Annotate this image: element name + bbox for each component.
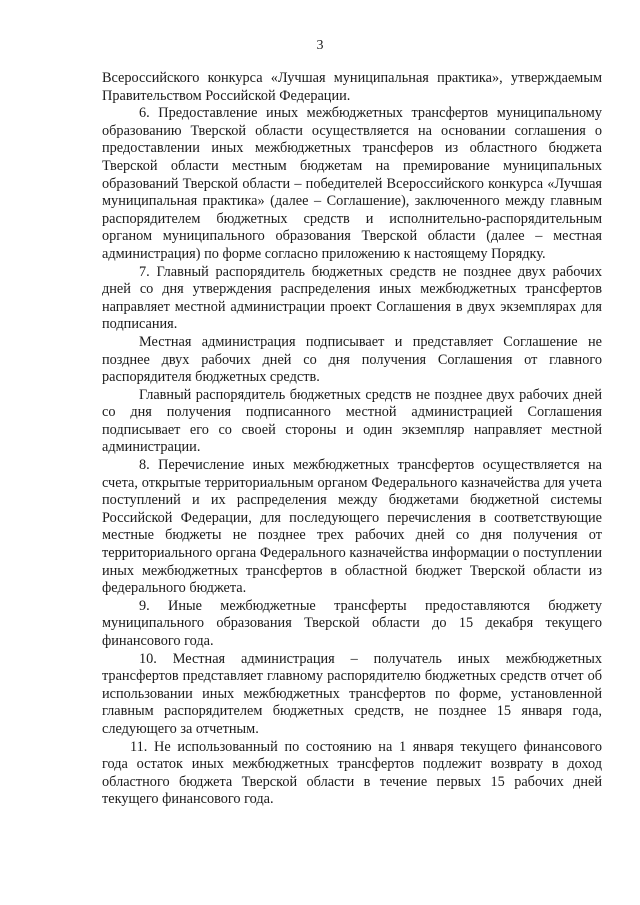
paragraph-item-8: 8. Перечисление иных межбюджетных трансфертов осуществляется на счета, открытые территориальным органом Федерального казначейства для учета поступлений и их распределения между бюджетами бюджетной системы Российской Федерации, для последующего перечисления в соответствующие местные бюджеты не позднее трех рабочих дней со дня получения от территориального органа Федерального казначейства информации о поступлении иных межбюджетных трансфертов в областной бюджет Тверской области из федерального бюджета.: [102, 457, 602, 597]
paragraph-main-manager-signing: Главный распорядитель бюджетных средств не позднее двух рабочих дней со дня получения подписанного местной администрацией Соглашения подписывает его со своей стороны и один экземпляр направляет местной администрации.: [102, 386, 602, 456]
paragraph-continuation: Всероссийского конкурса «Лучшая муниципальная практика», утверждаемым Правительством Российской Федерации.: [102, 70, 602, 104]
page-number: 3: [316, 38, 324, 53]
paragraph-local-admin-signing: Местная администрация подписывает и представляет Соглашение не позднее двух рабочих дней со дня получения Соглашения от главного распорядителя бюджетных средств.: [102, 333, 602, 386]
paragraph-item-10: 10. Местная администрация – получатель иных межбюджетных трансфертов представляет главному распорядителю бюджетных средств отчет об использовании иных межбюджетных трансфертов по форме, установленной главным распорядителем бюджетных средств, не позднее 15 января года, следующего за отчетным.: [102, 650, 602, 737]
paragraph-item-7: 7. Главный распорядитель бюджетных средств не позднее двух рабочих дней со дня утверждения распределения иных межбюджетных трансфертов направляет местной администрации проект Соглашения в двух экземплярах для подписания.: [102, 263, 602, 333]
paragraph-item-11: 11. Не использованный по состоянию на 1 января текущего финансового года остаток иных межбюджетных трансфертов подлежит возврату в доход областного бюджета Тверской области в течение первых 15 рабочих дней текущего финансового года.: [102, 738, 602, 808]
document-body: [102, 70, 602, 809]
paragraph-item-9: 9. Иные межбюджетные трансферты предоставляются бюджету муниципального образования Тверской области до 15 декабря текущего финансового года.: [102, 597, 602, 649]
paragraph-item-6: 6. Предоставление иных межбюджетных трансфертов муниципальному образованию Тверской области осуществляется на основании соглашения о предоставлении иных межбюджетных трансферов из областного бюджета Тверской области местным бюджетам на премирование муниципальных образований Тверской области – победителей Всероссийского конкурса «Лучшая муниципальная практика» (далее – Соглашение), заключенного между главным распорядителем бюджетных средств и исполнительно-распорядительным органом муниципального образования Тверской области (далее – местная администрация) по форме согласно приложению к настоящему Порядку.: [102, 105, 602, 262]
